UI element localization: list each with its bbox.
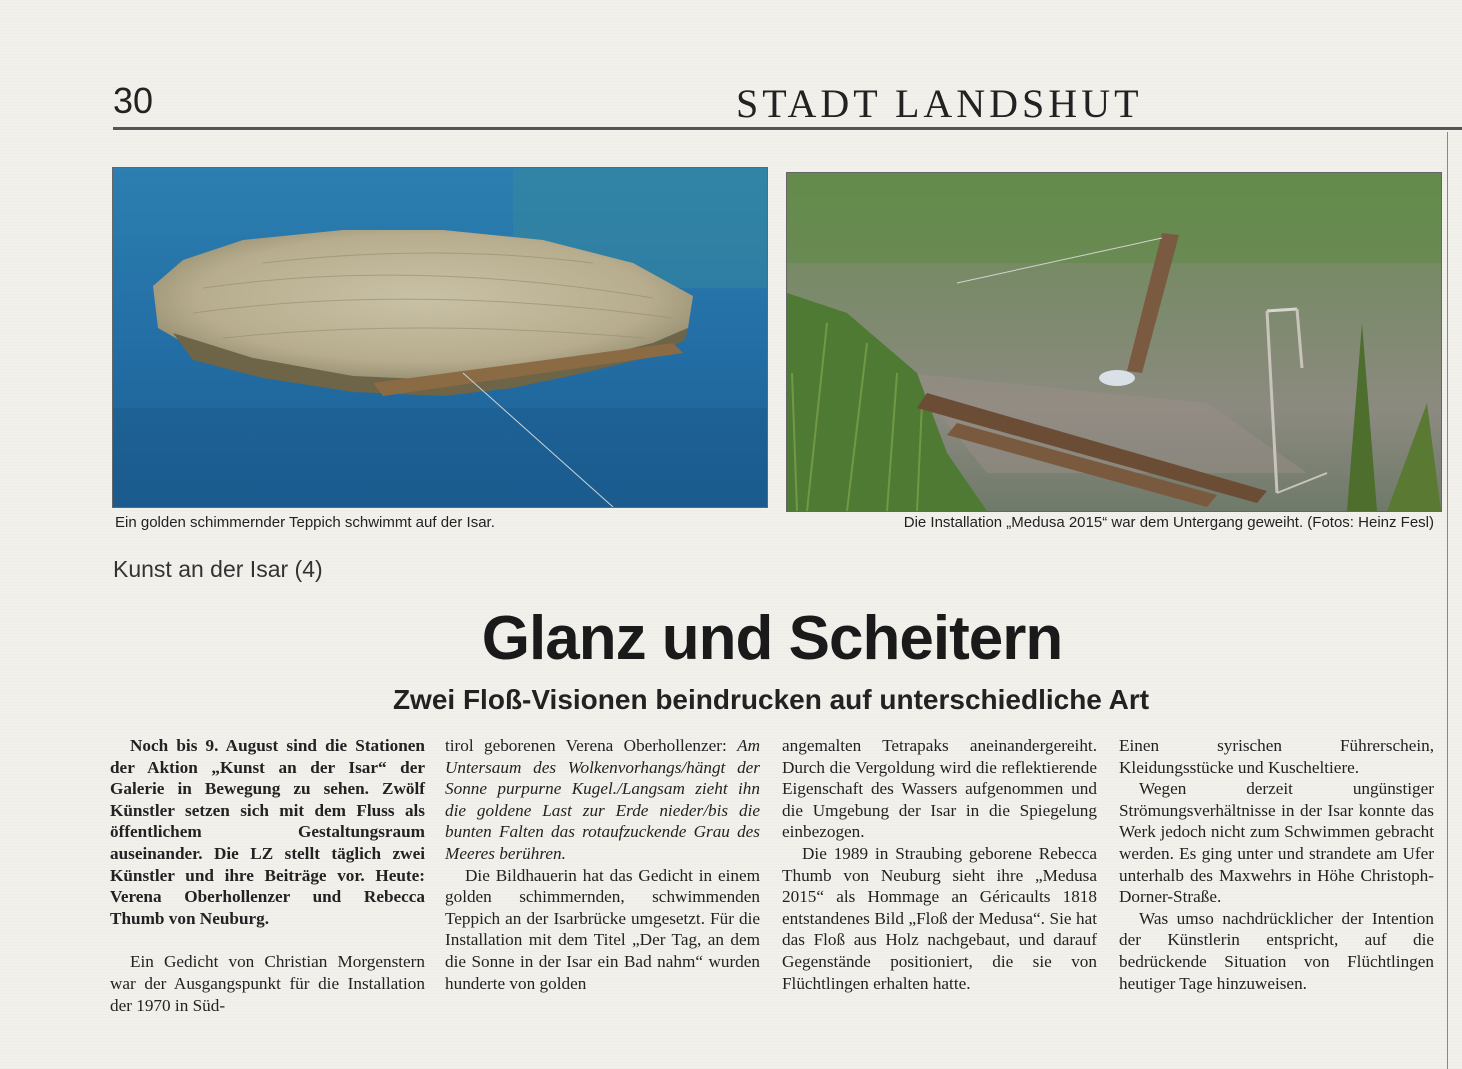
page-number: 30 xyxy=(113,80,154,121)
article-paragraph: Die 1989 in Straubing geborene Rebecca Thumb von Neuburg sieht ihre „Medusa 2015“ als Hommage an Géricaults 1818 entstandenes Bild „Floß der Medusa“. Sie hat das Floß aus Holz nachgebaut, und darauf Gegenstände positioniert, die sie von Flüchtlingen erhalten hatte. xyxy=(782,843,1097,993)
article-lead: Noch bis 9. August sind die Stationen der Aktion „Kunst an der Isar“ der Galerie in Bewegung zu sehen. Zwölf Künstler setzen sich mit dem Fluss als öffentlichem Gestaltungsraum auseinander. Die LZ stellt täglich zwei Künstler und ihre Beiträge vor. Heute: Verena Oberhollenzer und Rebecca Thumb von Neuburg. xyxy=(110,736,425,928)
page-edge-line xyxy=(1447,132,1448,1069)
article-paragraph: Die Bildhauerin hat das Gedicht in einem golden schimmernden, schwimmenden Teppich an der Isarbrücke umgesetzt. Für die Installation mit dem Titel „Der Tag, an dem die Sonne in der Isar ein Bad nahm“ wurden hunderte von golden xyxy=(445,865,760,993)
article-text: tirol geborenen Verena Oberhollenzer: xyxy=(445,736,738,755)
article-column-2 xyxy=(445,735,760,994)
article-column-4 xyxy=(1119,735,1434,994)
photo-caption-left: Ein golden schimmernder Teppich schwimmt auf der Isar. xyxy=(115,514,495,531)
article-column-1 xyxy=(110,735,425,1016)
poem-quote: Am Untersaum des Wolkenvorhangs/hängt der Sonne purpurne Kugel./Langsam zieht ihn die goldene Last zur Erde nieder/bis die bunten Falten das rotaufzuckende Grau des Meeres berühren. xyxy=(445,736,760,863)
photo-golden-carpet xyxy=(112,167,768,508)
article-paragraph: angemalten Tetrapaks aneinandergereiht. Durch die Vergoldung wird die reflektierende Eigenschaft des Wassers aufgenommen und die Umgebung der Isar in die Spiegelung einbezogen. xyxy=(782,736,1097,842)
article-subheadline: Zwei Floß-Visionen beindrucken auf unterschiedliche Art xyxy=(392,684,1150,715)
article-column-3 xyxy=(782,735,1097,994)
article-paragraph xyxy=(445,735,760,865)
photo-medusa-raft xyxy=(786,172,1442,512)
article-paragraph: Wegen derzeit ungünstiger Strömungsverhältnisse in der Isar konnte das Werk jedoch nicht zum Schwimmen gebracht werden. Es ging unter und strandete am Ufer unterhalb des Maxwehrs in Höhe Christoph-Dorner-Straße. xyxy=(1119,779,1434,907)
article-paragraph: Ein Gedicht von Christian Morgenstern war der Ausgangspunkt für die Installation der 1970 in Süd- xyxy=(110,952,425,1015)
article-headline: Glanz und Scheitern xyxy=(481,604,1063,673)
header-rule xyxy=(113,127,1462,130)
article-paragraph: Einen syrischen Führerschein, Kleidungsstücke und Kuscheltiere. xyxy=(1119,736,1434,777)
section-title: STADT LANDSHUT xyxy=(736,81,1143,126)
photo-caption-right: Die Installation „Medusa 2015“ war dem Untergang geweiht. (Fotos: Heinz Fesl) xyxy=(903,514,1434,531)
article-kicker: Kunst an der Isar (4) xyxy=(113,556,323,582)
article-paragraph: Was umso nachdrücklicher der Intention der Künstlerin entspricht, auf die bedrückende Situation von Flüchtlingen heutiger Tage hinzuweisen. xyxy=(1119,908,1434,993)
